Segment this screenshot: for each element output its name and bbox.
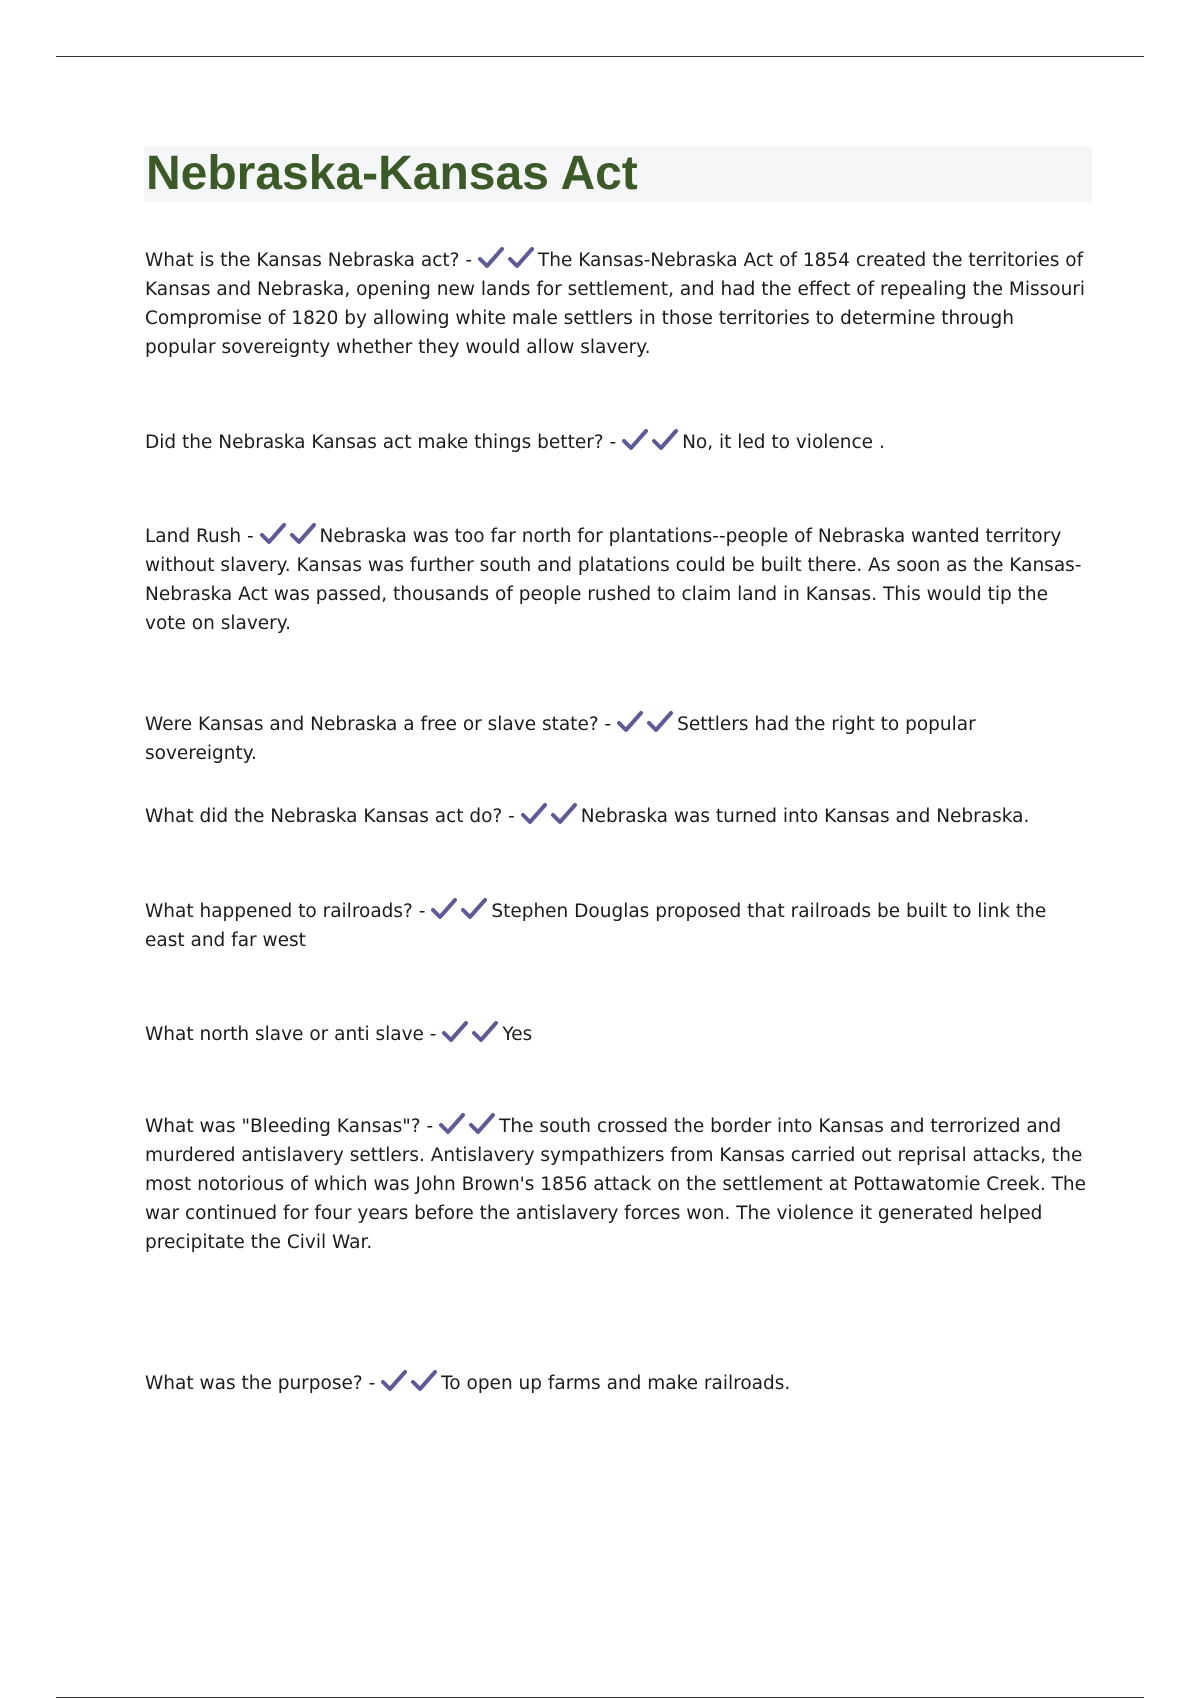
check-marks bbox=[260, 526, 320, 547]
check-mark-icon bbox=[411, 1370, 437, 1392]
qa-item bbox=[145, 1020, 1090, 1049]
check-marks bbox=[439, 1116, 499, 1137]
qa-item bbox=[145, 428, 1090, 457]
separator: - bbox=[603, 432, 623, 453]
check-mark-icon bbox=[521, 803, 547, 825]
qa-item bbox=[145, 710, 1090, 768]
separator: - bbox=[241, 526, 260, 547]
separator: - bbox=[459, 250, 478, 271]
qa-item bbox=[145, 1112, 1090, 1257]
separator: - bbox=[362, 1373, 382, 1394]
check-mark-icon bbox=[439, 1113, 465, 1135]
question-text: What north slave or anti slave bbox=[145, 1024, 424, 1045]
check-marks bbox=[521, 806, 581, 827]
page-title: Nebraska-Kansas Act bbox=[146, 147, 638, 200]
check-mark-icon bbox=[508, 247, 534, 269]
check-mark-icon bbox=[290, 523, 316, 545]
check-mark-icon bbox=[622, 429, 648, 451]
qa-item bbox=[145, 802, 1090, 831]
qa-item bbox=[145, 1369, 1090, 1398]
check-marks bbox=[381, 1373, 441, 1394]
check-marks bbox=[478, 250, 538, 271]
answer-text: The Kansas-Nebraska Act of 1854 created the territories of Kansas and Nebraska, opening new lands for settlement, and had the effect of repealing the Missouri Compromise of 1820 by allowing white male settlers in those territories to determine through popular sovereignty whether they would allow slavery. bbox=[145, 250, 1086, 358]
qa-item bbox=[145, 522, 1090, 638]
check-mark-icon bbox=[647, 711, 673, 733]
answer-text: Stephen Douglas proposed that railroads be built to link the east and far west bbox=[145, 901, 1047, 951]
separator: - bbox=[502, 806, 521, 827]
separator: - bbox=[423, 1024, 443, 1045]
qa-item bbox=[145, 897, 1090, 955]
check-mark-icon bbox=[260, 523, 286, 545]
answer-text: Nebraska was too far north for plantations--people of Nebraska wanted territory without slavery. Kansas was further south and platations could be built there. As soon as the Kansas-Nebraska Act was passed, thousands of people rushed to claim land in Kansas. This would tip the vote on slavery. bbox=[145, 526, 1082, 634]
question-text: What is the Kansas Nebraska act? bbox=[145, 250, 460, 271]
check-marks bbox=[431, 901, 491, 922]
check-mark-icon bbox=[617, 711, 643, 733]
question-text: What was the purpose? bbox=[145, 1373, 363, 1394]
separator: - bbox=[412, 901, 432, 922]
qa-item bbox=[145, 246, 1090, 362]
check-mark-icon bbox=[551, 803, 577, 825]
check-mark-icon bbox=[478, 247, 504, 269]
bottom-rule bbox=[56, 1697, 1144, 1698]
question-text: What happened to railroads? bbox=[145, 901, 413, 922]
check-marks bbox=[622, 432, 682, 453]
answer-text: Settlers had the right to popular sovereignty. bbox=[145, 714, 976, 764]
question-text: Did the Nebraska Kansas act make things better? bbox=[145, 432, 604, 453]
question-text: Land Rush bbox=[145, 526, 242, 547]
check-mark-icon bbox=[461, 898, 487, 920]
check-mark-icon bbox=[469, 1113, 495, 1135]
check-mark-icon bbox=[431, 898, 457, 920]
check-mark-icon bbox=[442, 1021, 468, 1043]
separator: - bbox=[598, 714, 618, 735]
answer-text: No, it led to violence . bbox=[682, 432, 885, 453]
question-text: What did the Nebraska Kansas act do? bbox=[145, 806, 503, 827]
check-marks bbox=[442, 1024, 502, 1045]
check-mark-icon bbox=[472, 1021, 498, 1043]
question-text: Were Kansas and Nebraska a free or slave state? bbox=[145, 714, 599, 735]
answer-text: Nebraska was turned into Kansas and Nebraska. bbox=[580, 806, 1030, 827]
answer-text: The south crossed the border into Kansas and terrorized and murdered antislavery settlers. Antislavery sympathizers from Kansas carried out reprisal attacks, the most notorious of which was John Brown's 1856 attack on the settlement at Pottawatomie Creek. The war continued for four years before the antislavery forces won. The violence it generated helped precipitate the Civil War. bbox=[145, 1116, 1087, 1253]
answer-text: To open up farms and make railroads. bbox=[441, 1373, 791, 1394]
top-rule bbox=[56, 56, 1144, 57]
question-text: What was "Bleeding Kansas"? bbox=[145, 1116, 421, 1137]
separator: - bbox=[420, 1116, 440, 1137]
check-marks bbox=[617, 714, 677, 735]
answer-text: Yes bbox=[502, 1024, 533, 1045]
check-mark-icon bbox=[381, 1370, 407, 1392]
check-mark-icon bbox=[652, 429, 678, 451]
